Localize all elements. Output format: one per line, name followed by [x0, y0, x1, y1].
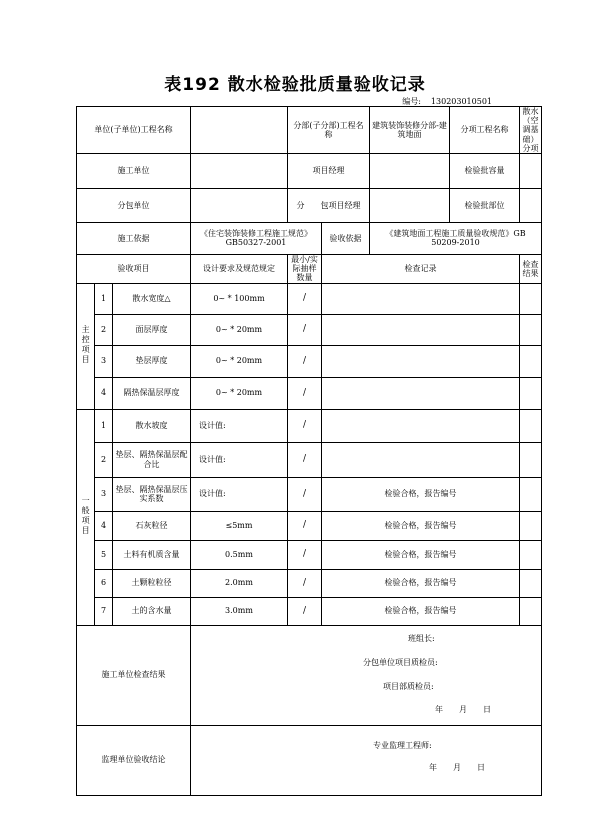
basis-label: 施工依据 [77, 222, 191, 254]
item-requirement: 设计值: [191, 442, 288, 477]
header-row-3 [77, 188, 542, 222]
project-manager-label: 项目经理 [288, 153, 370, 188]
item-result[interactable] [520, 442, 542, 477]
item-no: 2 [95, 314, 113, 345]
item-record[interactable]: 检验合格，报告编号 [322, 511, 520, 540]
header-row-2 [77, 153, 542, 188]
sub-project-value[interactable]: 建筑装饰装修分部-建筑地面 [370, 107, 450, 154]
sub-manager-value[interactable] [370, 188, 450, 222]
item-requirement: 0~ * 100mm [191, 283, 288, 314]
item-sampling: / [288, 477, 322, 511]
item-requirement: 设计值: [191, 477, 288, 511]
general-item-row [77, 409, 542, 442]
item-record[interactable] [322, 283, 520, 314]
item-name: 石灰粒径 [113, 511, 191, 540]
item-no: 2 [95, 442, 113, 477]
batch-location-value[interactable] [520, 188, 542, 222]
subcontractor-label: 分包单位 [77, 188, 191, 222]
item-result[interactable] [520, 511, 542, 540]
general-group-label: 一般项目 [77, 409, 95, 625]
item-result[interactable] [520, 540, 542, 569]
item-no: 1 [95, 283, 113, 314]
item-name: 面层厚度 [113, 314, 191, 345]
col-result: 检查结果 [520, 254, 542, 283]
general-item-row [77, 477, 542, 511]
col-record: 检查记录 [322, 254, 520, 283]
main-item-row [77, 283, 542, 314]
item-sampling: / [288, 442, 322, 477]
header-row-4 [77, 222, 542, 254]
doc-number-value: 130203010501 [430, 97, 492, 106]
item-sampling: / [288, 597, 322, 625]
item-name: 土颗粒粒径 [113, 569, 191, 597]
item-sampling: / [288, 540, 322, 569]
inspection-form-table [76, 106, 542, 796]
item-record[interactable] [322, 409, 520, 442]
acceptance-basis-label: 验收依据 [322, 222, 370, 254]
item-no: 1 [95, 409, 113, 442]
item-name: 垫层、隔热保温层配合比 [113, 442, 191, 477]
item-no: 7 [95, 597, 113, 625]
item-name: 散水坡度 [113, 409, 191, 442]
item-no: 5 [95, 540, 113, 569]
supervisor-check-area[interactable] [191, 725, 542, 795]
item-record[interactable] [322, 442, 520, 477]
item-sampling: / [288, 345, 322, 377]
column-header-row [77, 254, 542, 283]
page-title: 表192 散水检验批质量验收记录 [164, 75, 426, 95]
main-item-row [77, 345, 542, 377]
main-group-label: 主控项目 [77, 283, 95, 409]
col-item: 验收项目 [77, 254, 191, 283]
item-record[interactable]: 检验合格，报告编号 [322, 540, 520, 569]
batch-location-label: 检验批部位 [450, 188, 520, 222]
item-sampling: / [288, 283, 322, 314]
item-requirement: 0.5mm [191, 540, 288, 569]
sub-project-label: 分部(子分部)工程名称 [288, 107, 370, 154]
item-result[interactable] [520, 314, 542, 345]
item-name: 垫层厚度 [113, 345, 191, 377]
item-no: 4 [95, 377, 113, 409]
item-result[interactable] [520, 345, 542, 377]
col-requirement: 设计要求及规范规定 [191, 254, 288, 283]
item-sampling: / [288, 511, 322, 540]
team-leader-label: 班组长: [408, 633, 435, 643]
item-name: 土的含水量 [113, 597, 191, 625]
basis-value: 《住宅装饰装修工程施工规范》GB50327-2001 [191, 222, 322, 254]
general-item-row [77, 511, 542, 540]
item-record[interactable]: 检验合格，报告编号 [322, 477, 520, 511]
item-requirement: 0~ * 20mm [191, 345, 288, 377]
project-inspector-label: 项目部质检员: [383, 681, 434, 691]
item-result[interactable] [520, 283, 542, 314]
supervisor-check-row [77, 725, 542, 795]
general-item-row [77, 569, 542, 597]
contractor-check-label: 施工单位检查结果 [77, 625, 191, 725]
item-record[interactable]: 检验合格，报告编号 [322, 597, 520, 625]
doc-number-label: 编号: [402, 97, 421, 106]
main-item-row [77, 314, 542, 345]
item-record[interactable] [322, 314, 520, 345]
item-project-label: 分项工程名称 [450, 107, 520, 154]
unit-project-label: 单位(子单位)工程名称 [77, 107, 191, 154]
item-requirement: 0~ * 20mm [191, 377, 288, 409]
header-row-1 [77, 107, 542, 154]
item-sampling: / [288, 569, 322, 597]
supervisor-date: 年 月 日 [429, 762, 485, 772]
item-requirement: ≤5mm [191, 511, 288, 540]
supervisor-check-label: 监理单位验收结论 [77, 725, 191, 795]
batch-capacity-value[interactable] [520, 153, 542, 188]
item-result[interactable] [520, 477, 542, 511]
item-requirement: 3.0mm [191, 597, 288, 625]
contractor-value[interactable] [191, 153, 288, 188]
supervisor-engineer-label: 专业监理工程师: [373, 740, 432, 750]
subcontractor-value[interactable] [191, 188, 288, 222]
item-name: 隔热保温层厚度 [113, 377, 191, 409]
sub-manager-label: 分 包项目经理 [288, 188, 370, 222]
item-sampling: / [288, 409, 322, 442]
item-record[interactable] [322, 345, 520, 377]
item-result[interactable] [520, 597, 542, 625]
item-sampling: / [288, 377, 322, 409]
contractor-check-row [77, 625, 542, 725]
item-result[interactable] [520, 409, 542, 442]
project-manager-value[interactable] [370, 153, 450, 188]
general-item-row [77, 442, 542, 477]
item-name: 土料有机质含量 [113, 540, 191, 569]
item-no: 3 [95, 345, 113, 377]
general-item-row [77, 540, 542, 569]
item-requirement: 0~ * 20mm [191, 314, 288, 345]
item-result[interactable] [520, 569, 542, 597]
contractor-check-area[interactable] [191, 625, 542, 725]
general-item-row [77, 597, 542, 625]
batch-capacity-label: 检验批容量 [450, 153, 520, 188]
item-no: 4 [95, 511, 113, 540]
item-record[interactable]: 检验合格，报告编号 [322, 569, 520, 597]
item-requirement: 设计值: [191, 409, 288, 442]
item-record[interactable] [322, 377, 520, 409]
main-item-row [77, 377, 542, 409]
item-name: 散水宽度△ [113, 283, 191, 314]
contractor-label: 施工单位 [77, 153, 191, 188]
item-sampling: / [288, 314, 322, 345]
sub-inspector-label: 分包单位项目质检员: [363, 657, 438, 667]
item-no: 3 [95, 477, 113, 511]
item-requirement: 2.0mm [191, 569, 288, 597]
item-project-value[interactable]: 散水（空调基础）分项 [520, 107, 542, 154]
col-sampling: 最小/实际抽样数量 [288, 254, 322, 283]
item-no: 6 [95, 569, 113, 597]
contractor-date: 年 月 日 [435, 704, 491, 714]
acceptance-basis-value: 《建筑地面工程施工质量验收规范》GB 50209-2010 [370, 222, 542, 254]
item-result[interactable] [520, 377, 542, 409]
item-name: 垫层、隔热保温层压实系数 [113, 477, 191, 511]
unit-project-value[interactable] [191, 107, 288, 154]
